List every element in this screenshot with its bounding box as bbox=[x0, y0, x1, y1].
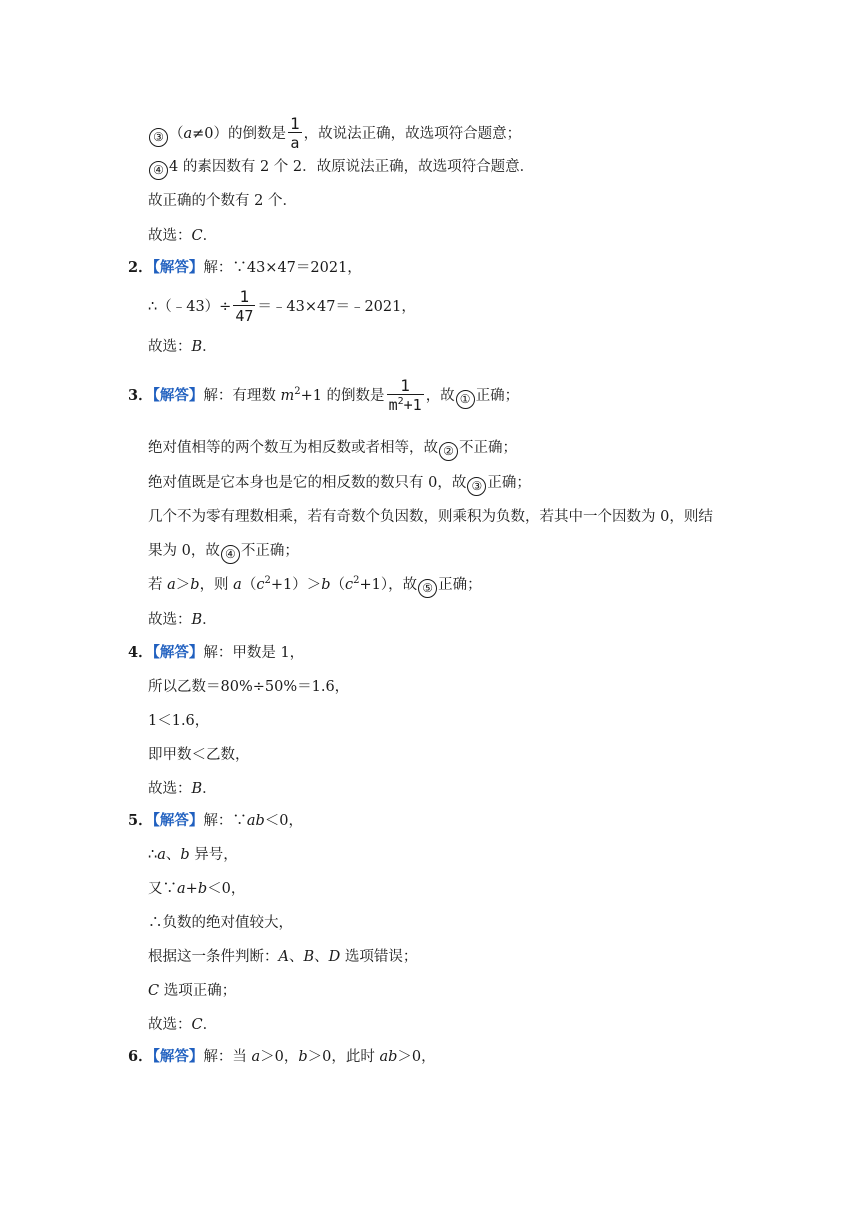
p5-line3: 又∵a+b＜0， bbox=[148, 881, 246, 897]
p4-line2: 所以乙数＝80%÷50%＝1.6， bbox=[148, 679, 350, 695]
answer-tag: 【解答】 bbox=[152, 1048, 204, 1065]
question-number: 6． bbox=[128, 1048, 153, 1065]
p4-line4: 即甲数＜乙数， bbox=[148, 747, 250, 763]
p3-line7: 故选：B． bbox=[148, 612, 217, 628]
fraction-1-over-a: $\frac{1}{a}$ bbox=[290, 114, 300, 152]
question-number: 3． bbox=[128, 387, 153, 404]
circle-3: ③ bbox=[149, 128, 168, 147]
p3-line2: 绝对值相等的两个数互为相反数或者相等，故 ② 不正确； bbox=[148, 438, 517, 461]
p3-line1: 3．【解答】解：有理数 $m^2+1$ 的倒数是 $\frac{1}{m^2+1}$ ，故 ① 正确； bbox=[128, 376, 520, 414]
p2-line2: ∴（﹣43）÷ $\frac{1}{47}$ ＝﹣43×47＝﹣2021， bbox=[148, 287, 416, 325]
circle-4: ④ bbox=[149, 161, 168, 180]
p3-line6: 若 a＞b，则 $a(c^2+1)>b(c^2+1)$，故 ⑤ 正确； bbox=[148, 575, 482, 598]
circle-1: ① bbox=[456, 390, 475, 409]
circle-3: ③ bbox=[467, 477, 486, 496]
p6-line1: 6．【解答】解：当 a＞0，b＞0，此时 ab＞0， bbox=[128, 1048, 436, 1065]
p3-line5: 果为 0，故 ④ 不正确； bbox=[148, 541, 299, 564]
p5-line5: 根据这一条件判断：A、B、D 选项错误； bbox=[148, 949, 418, 965]
p3-line3: 绝对值既是它本身也是它的相反数的数只有 0，故 ③ 正确； bbox=[148, 473, 531, 496]
answer-tag: 【解答】 bbox=[152, 644, 204, 661]
p5-line4: ∴负数的绝对值较大， bbox=[148, 915, 293, 931]
answer-tag: 【解答】 bbox=[152, 259, 204, 276]
answer-tag: 【解答】 bbox=[152, 387, 204, 404]
circle-5: ⑤ bbox=[418, 579, 437, 598]
p2-line1: 2．【解答】解：∵43×47＝2021， bbox=[128, 259, 362, 276]
fraction-1-over-47: $\frac{1}{47}$ bbox=[235, 287, 254, 325]
p2-line3: 故选：B． bbox=[148, 339, 217, 355]
p5-line6: C 选项正确； bbox=[148, 983, 237, 999]
p5-line1: 5．【解答】解：∵ab＜0， bbox=[128, 812, 304, 829]
p1-line1: ③ （a≠0）的倒数是 $\frac{1}{a}$ ，故说法正确，故选项符合题意； bbox=[148, 116, 521, 152]
p3-line4: 几个不为零有理数相乘，若有奇数个负因数，则乘积为负数，若其中一个因数为 0，则结 bbox=[148, 509, 713, 525]
p5-line2: ∴a、b 异号， bbox=[148, 847, 238, 863]
circle-4: ④ bbox=[221, 545, 240, 564]
answer-tag: 【解答】 bbox=[152, 812, 204, 829]
fraction-1-over-m2-plus-1: $\frac{1}{m^2+1}$ bbox=[388, 376, 422, 414]
question-number: 5． bbox=[128, 812, 153, 829]
p1-line3: 故正确的个数有 2 个． bbox=[148, 193, 297, 209]
p5-line7: 故选：C． bbox=[148, 1017, 218, 1033]
p1-line2: ④ 4 的素因数有 2 个 2．故原说法正确，故选项符合题意． bbox=[148, 157, 534, 180]
p4-line3: 1＜1.6， bbox=[148, 713, 210, 729]
question-number: 2． bbox=[128, 259, 153, 276]
circle-2: ② bbox=[439, 442, 458, 461]
question-number: 4． bbox=[128, 644, 153, 661]
p4-line5: 故选：B． bbox=[148, 781, 217, 797]
p1-line4: 故选：C． bbox=[148, 228, 218, 244]
p4-line1: 4．【解答】解：甲数是 1， bbox=[128, 644, 305, 661]
